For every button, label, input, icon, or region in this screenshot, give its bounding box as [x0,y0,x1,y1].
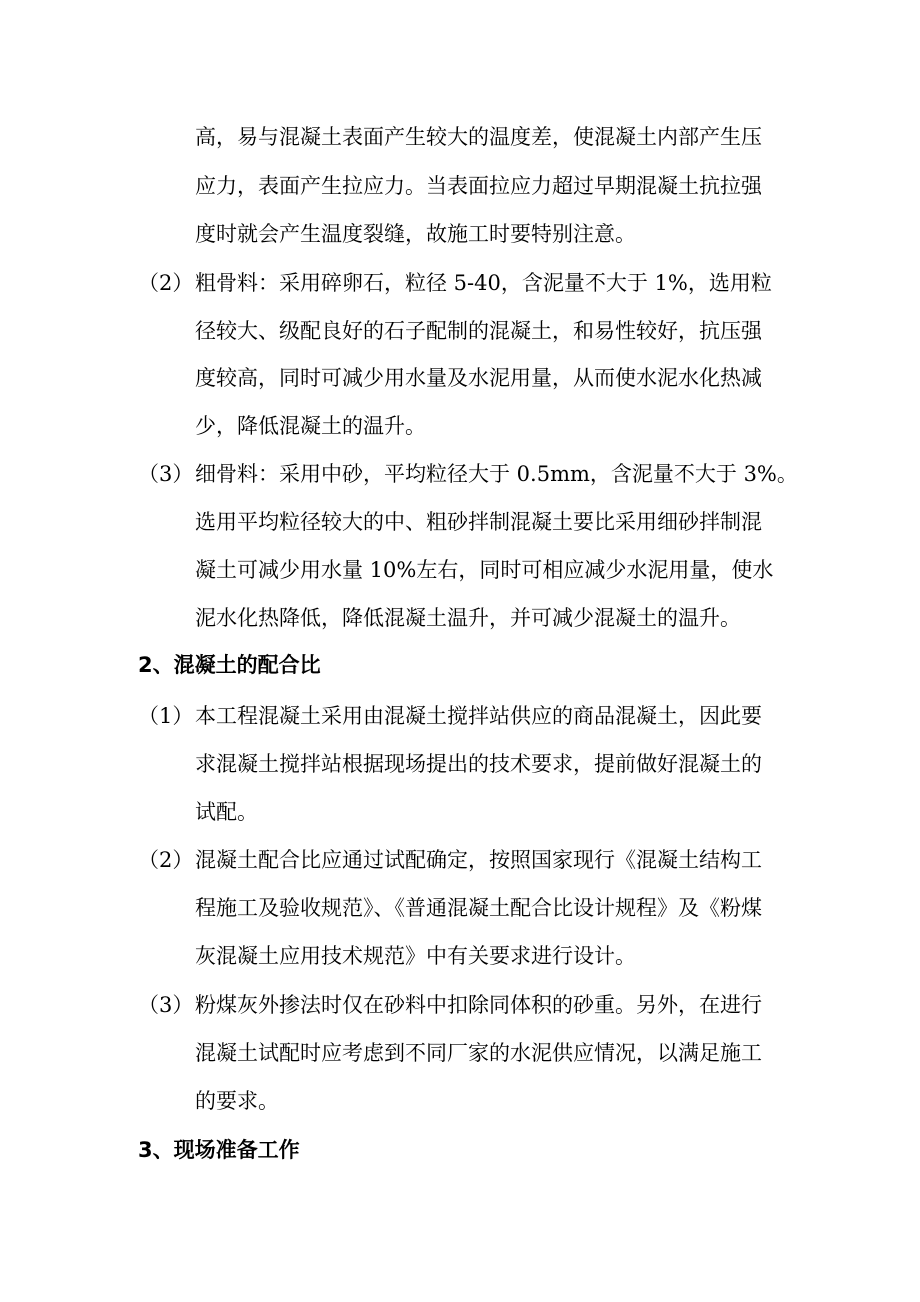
text-line: 选用平均粒径较大的中、粗砂拌制混凝土要比采用细砂拌制混 [195,510,762,534]
text-line: 应力，表面产生拉应力。当表面拉应力超过早期混凝土抗拉强 [195,174,762,198]
item-label: （3） [138,993,194,1017]
text-line: 泥水化热降低，降低混凝土温升，并可减少混凝土的温升。 [195,606,741,630]
text-line: 试配。 [195,800,258,824]
item-label: （1） [138,704,194,728]
item-label: （3） [138,462,194,486]
text-line: 径较大、级配良好的石子配制的混凝土，和易性较好，抗压强 [195,319,762,343]
text-line: 求混凝土搅拌站根据现场提出的技术要求，提前做好混凝土的 [195,752,762,776]
item-label: （2） [138,271,194,295]
section-heading: 2、混凝土的配合比 [138,653,321,677]
text-line: 粉煤灰外掺法时仅在砂料中扣除同体积的砂重。另外，在进行 [195,993,762,1017]
text-line: 程施工及验收规范》、《普通混凝土配合比设计规程》及《粉煤 [195,896,762,920]
list-item-first-line [138,459,920,489]
text-line: 的要求。 [195,1089,279,1113]
text-line: 粗骨料：采用碎卵石，粒径 5-40，含泥量不大于 1%，选用粒 [195,271,772,295]
text-line: 少，降低混凝土的温升。 [195,414,426,438]
text-line: 细骨料：采用中砂，平均粒径大于 0.5mm，含泥量不大于 3%。 [195,462,798,486]
text-line: 高，易与混凝土表面产生较大的温度差，使混凝土内部产生压 [195,125,762,149]
list-item-first-line [138,701,920,731]
section-heading: 3、现场准备工作 [138,1138,300,1162]
text-line: 灰混凝土应用技术规范》中有关要求进行设计。 [195,944,636,968]
text-line: 混凝土配合比应通过试配确定，按照国家现行《混凝土结构工 [195,848,762,872]
text-line: 混凝土试配时应考虑到不同厂家的水泥供应情况，以满足施工 [195,1041,762,1065]
text-line: 凝土可减少用水量 10%左右，同时可相应减少水泥用量，使水 [195,558,774,582]
list-item-first-line [138,845,920,875]
text-line: 本工程混凝土采用由混凝土搅拌站供应的商品混凝土，因此要 [195,704,762,728]
list-item-first-line [138,990,920,1020]
text-line: 度较高，同时可减少用水量及水泥用量，从而使水泥水化热减 [195,366,762,390]
item-label: （2） [138,848,194,872]
list-item-first-line [138,268,920,298]
text-line: 度时就会产生温度裂缝，故施工时要特别注意。 [195,222,636,246]
